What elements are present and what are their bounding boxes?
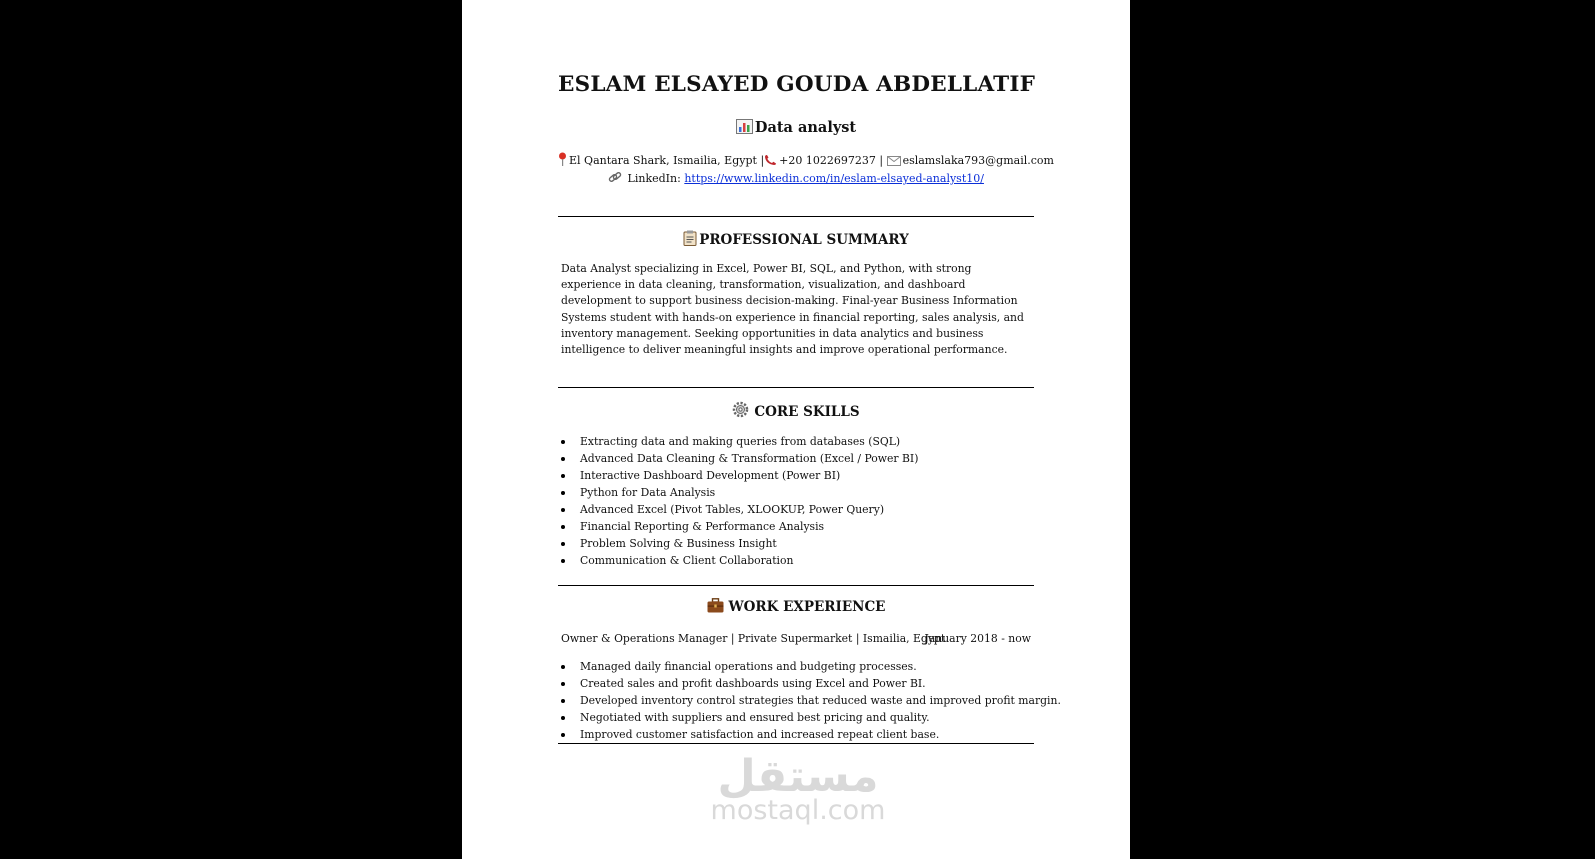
link-icon: [608, 171, 622, 184]
list-item: Negotiated with suppliers and ensured best pricing and quality.: [558, 709, 1034, 726]
list-item: Managed daily financial operations and budgeting processes.: [558, 658, 1034, 675]
watermark-latin: mostaql.com: [710, 795, 886, 826]
phone-icon: [764, 154, 777, 166]
linkedin-label: LinkedIn:: [627, 172, 681, 185]
section-divider: [558, 387, 1034, 388]
pin-icon: [558, 152, 567, 166]
skills-list: [558, 433, 1034, 569]
list-item: Developed inventory control strategies that reduced waste and improved profit margin.: [558, 692, 1034, 709]
skills-title: CORE SKILLS: [754, 404, 860, 420]
job-title: Owner & Operations Manager | Private Supermarket | Ismailia, Egypt: [561, 632, 946, 645]
separator: |: [879, 154, 884, 167]
list-item: Extracting data and making queries from databases (SQL): [558, 433, 1034, 450]
separator: |: [760, 154, 765, 167]
section-title-skills: [558, 401, 1034, 420]
briefcase-icon: [707, 598, 724, 613]
mostaql-watermark: [700, 751, 896, 826]
list-item: Advanced Data Cleaning & Transformation (Excel / Power BI): [558, 450, 1034, 467]
experience-list: [558, 658, 1061, 743]
list-item: Problem Solving & Business Insight: [558, 535, 1034, 552]
section-divider: [558, 216, 1034, 217]
list-item: Created sales and profit dashboards using Excel and Power BI.: [558, 675, 1034, 692]
job-header: [561, 632, 1031, 645]
job-dates: January 2018 - now: [924, 632, 1031, 645]
experience-title: WORK EXPERIENCE: [728, 599, 886, 615]
summary-title: PROFESSIONAL SUMMARY: [699, 232, 909, 248]
section-title-summary: [558, 230, 1034, 248]
envelope-icon: [887, 156, 901, 166]
resume-page: [462, 0, 1130, 859]
watermark-arabic: مستقل: [717, 751, 879, 802]
bar-chart-icon: [736, 119, 753, 134]
summary-text: Data Analyst specializing in Excel, Power BI, SQL, and Python, with strong experience in data cleaning, transformation, visualization, and dashboard development to support business decision-making. Final-year Business Information Systems student with hands-on experience in financial reporting, sales analysis, and inventory management. Seeking opportunities in data analytics and business intelligence to deliver meaningful insights and improve operational performance.: [561, 262, 1024, 357]
list-item: Advanced Excel (Pivot Tables, XLOOKUP, Power Query): [558, 501, 1034, 518]
linkedin-line: [558, 171, 1034, 185]
list-item: Communication & Client Collaboration: [558, 552, 1034, 569]
list-item: Python for Data Analysis: [558, 484, 1034, 501]
section-divider: [558, 585, 1034, 586]
location-text: El Qantara Shark, Ismailia, Egypt: [569, 154, 757, 167]
linkedin-link[interactable]: https://www.linkedin.com/in/eslam-elsayed-analyst10/: [684, 172, 984, 185]
section-divider: [558, 743, 1034, 744]
contact-line: [558, 152, 1054, 167]
email-text: eslamslaka793@gmail.com: [902, 154, 1054, 167]
gear-icon: [732, 401, 749, 418]
phone-text: +20 1022697237: [779, 154, 876, 167]
role-line: [558, 119, 1034, 136]
candidate-name: ESLAM ELSAYED GOUDA ABDELLATIF: [558, 72, 1036, 97]
clipboard-icon: [683, 230, 697, 246]
list-item: Financial Reporting & Performance Analysis: [558, 518, 1034, 535]
list-item: Interactive Dashboard Development (Power BI): [558, 467, 1034, 484]
role-title: Data analyst: [754, 119, 857, 136]
section-title-experience: [558, 598, 1034, 615]
list-item: Improved customer satisfaction and increased repeat client base.: [558, 726, 1034, 743]
